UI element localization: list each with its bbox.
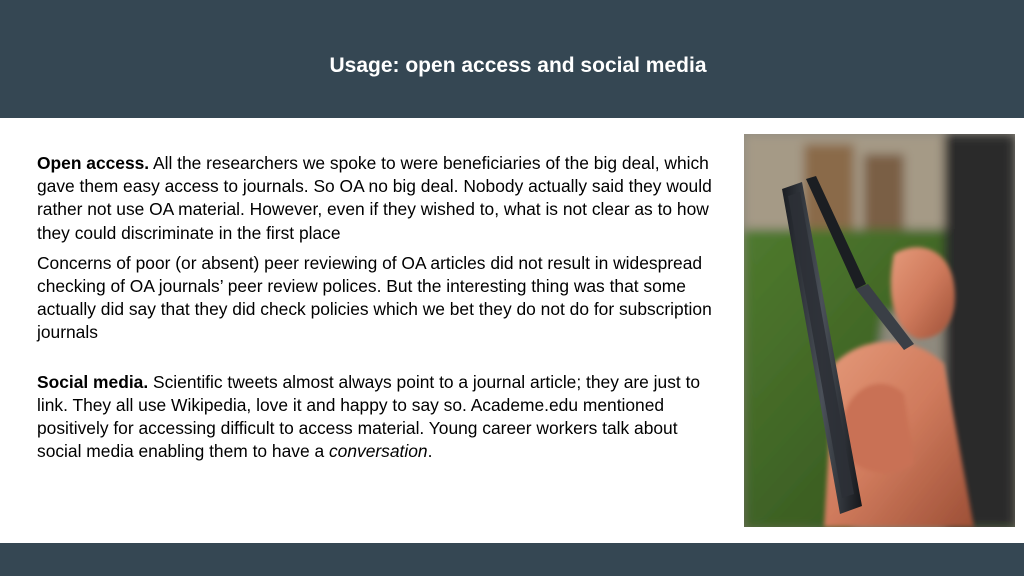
phone-photo — [744, 134, 1015, 527]
social-media-lead: Social media. — [37, 371, 149, 392]
slide-body — [37, 152, 712, 463]
social-media-emphasis: conversation — [328, 441, 428, 462]
slide-title: Usage: open access and social media — [329, 54, 707, 77]
paragraph-open-access — [37, 152, 712, 245]
paragraph-social-media — [37, 371, 712, 464]
open-access-text: All the researchers we spoke to were beneficiaries of the big deal, which gave them easy access to journals. So OA no big deal. Nobody actually said they would rather not use OA material. However, even if they wished to, what is not clear as to how they could discriminate in the first place — [37, 153, 712, 243]
social-media-end: . — [427, 441, 433, 462]
social-media-text: Scientific tweets almost always point to a journal article; they are just to link. They all use Wikipedia, love it and happy to say so. Academe.edu mentioned positively for accessing difficult to access material. Young career workers talk about social media enabling them to have a — [37, 371, 701, 462]
footer-band — [0, 543, 1024, 576]
paragraph-peer-review: Concerns of poor (or absent) peer reviewing of OA articles did not result in widespread checking of OA journals’ peer review polices. But the interesting thing was that some actually did say that they did check policies which we bet they do not do for subscription journals — [37, 252, 712, 343]
open-access-lead: Open access. — [37, 153, 150, 173]
